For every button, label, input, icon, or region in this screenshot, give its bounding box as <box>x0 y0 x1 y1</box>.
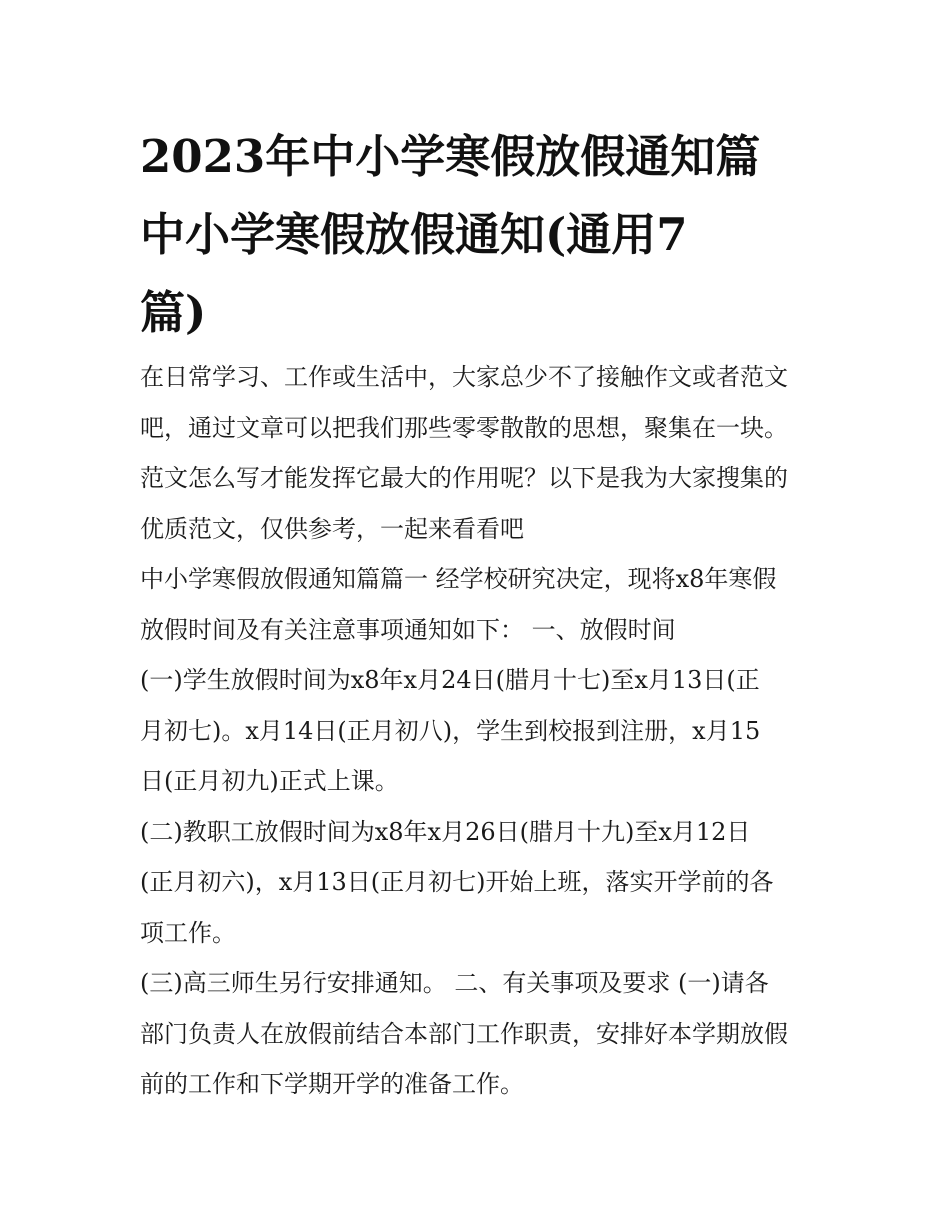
body-line: 月初七)。x月14日(正月初八)，学生到校报到注册，x月15 <box>140 716 761 745</box>
document-title <box>140 118 820 352</box>
body-line: 放假时间及有关注意事项通知如下： 一、放假时间 <box>140 615 676 644</box>
body-line: 日(正月初九)正式上课。 <box>140 767 399 795</box>
body-line: (二)教职工放假时间为x8年x月26日(腊月十九)至x月12日 <box>140 817 751 846</box>
body-line: 优质范文，仅供参考，一起来看看吧 <box>140 514 524 543</box>
body-line: 部门负责人在放假前结合本部门工作职责，安排好本学期放假 <box>140 1019 788 1048</box>
title-line: 篇) <box>140 286 207 339</box>
body-line: 吧，通过文章可以把我们那些零零散散的思想，聚集在一块。 <box>140 413 788 442</box>
body-line: (三)高三师生另行安排通知。 二、有关事项及要求 (一)请各 <box>140 969 769 997</box>
body-line: 项工作。 <box>140 918 236 947</box>
title-line: 中小学寒假放假通知(通用7 <box>140 208 688 261</box>
document-body <box>140 352 830 1110</box>
body-line: (一)学生放假时间为x8年x月24日(腊月十七)至x月13日(正 <box>140 666 760 694</box>
body-line: 中小学寒假放假通知篇篇一 经学校研究决定，现将x8年寒假 <box>140 565 777 593</box>
body-line: 前的工作和下学期开学的准备工作。 <box>140 1070 524 1098</box>
body-line: 在日常学习、工作或生活中，大家总少不了接触作文或者范文 <box>140 363 788 391</box>
body-line: 范文怎么写才能发挥它最大的作用呢？以下是我为大家搜集的 <box>140 464 788 492</box>
body-line: (正月初六)，x月13日(正月初七)开始上班，落实开学前的各 <box>140 868 774 896</box>
title-line: 2023年中小学寒假放假通知篇 <box>140 130 761 183</box>
